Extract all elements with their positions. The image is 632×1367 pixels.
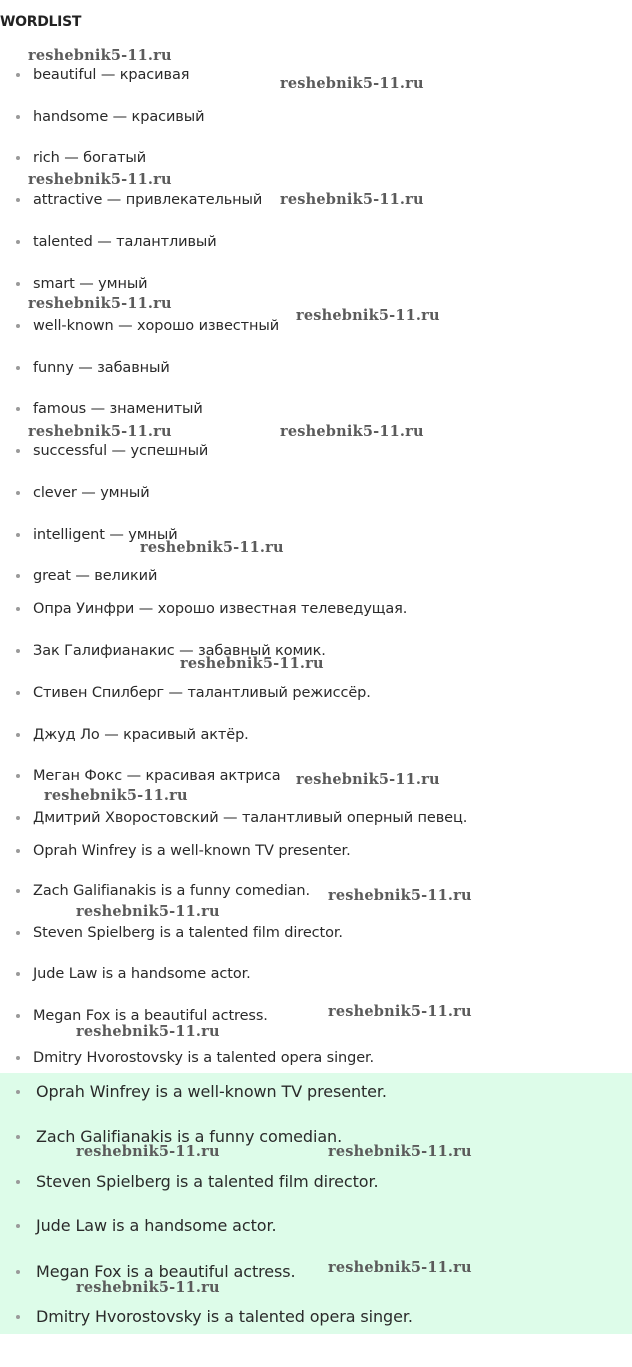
bullet-icon [16, 816, 20, 820]
watermark: reshebnik5-11.ru [76, 1279, 220, 1296]
list-item-text: talented — талантливый [33, 234, 217, 250]
list-item-text: intelligent — умный [33, 527, 178, 543]
bullet-icon [16, 931, 20, 935]
bullet-icon [16, 691, 20, 695]
list-item-text: Jude Law is a handsome actor. [33, 966, 251, 982]
watermark: reshebnik5-11.ru [28, 47, 172, 64]
list-item-text: great — великий [33, 568, 158, 584]
bullet-icon [16, 574, 20, 578]
list-item-text: Steven Spielberg is a talented film director. [33, 925, 343, 941]
answer-item-text: Oprah Winfrey is a well-known TV presenter. [36, 1082, 387, 1101]
bullet-icon [16, 282, 20, 286]
bullet-icon [16, 1014, 20, 1018]
bullet-icon [16, 115, 20, 119]
watermark: reshebnik5-11.ru [328, 1259, 472, 1276]
answer-item-text: Zach Galifianakis is a funny comedian. [36, 1127, 343, 1146]
bullet-icon [16, 1056, 20, 1060]
watermark: reshebnik5-11.ru [280, 191, 424, 208]
bullet-icon [16, 607, 20, 611]
watermark: reshebnik5-11.ru [328, 1003, 472, 1020]
wordlist-heading: WORDLIST [0, 14, 82, 30]
bullet-icon [16, 533, 20, 537]
bullet-icon [16, 449, 20, 453]
bullet-icon [16, 1315, 20, 1319]
list-item-text: Опра Уинфри — хорошо известная телеведущая. [33, 601, 408, 617]
list-item-text: beautiful — красивая [33, 67, 190, 83]
answer-item-text: Dmitry Hvorostovsky is a talented opera singer. [36, 1307, 413, 1326]
list-item-text: Стивен Спилберг — талантливый режиссёр. [33, 685, 371, 701]
list-item-text: Zach Galifianakis is a funny comedian. [33, 883, 311, 899]
list-item-text: funny — забавный [33, 360, 170, 376]
bullet-icon [16, 156, 20, 160]
list-item-text: Джуд Ло — красивый актёр. [33, 727, 249, 743]
watermark: reshebnik5-11.ru [44, 787, 188, 804]
bullet-icon [16, 972, 20, 976]
watermark: reshebnik5-11.ru [140, 539, 284, 556]
list-item-text: rich — богатый [33, 150, 147, 166]
list-item-text: Меган Фокс — красивая актриса [33, 768, 281, 784]
bullet-icon [16, 1180, 20, 1184]
list-item-text: Megan Fox is a beautiful actress. [33, 1008, 268, 1024]
list-item-text: clever — умный [33, 485, 150, 501]
bullet-icon [16, 198, 20, 202]
bullet-icon [16, 889, 20, 893]
watermark: reshebnik5-11.ru [76, 1143, 220, 1160]
watermark: reshebnik5-11.ru [280, 75, 424, 92]
list-item-text: Зак Галифианакис — забавный комик. [33, 643, 326, 659]
list-item-text: successful — успешный [33, 443, 209, 459]
watermark: reshebnik5-11.ru [296, 771, 440, 788]
bullet-icon [16, 407, 20, 411]
bullet-icon [16, 733, 20, 737]
bullet-icon [16, 366, 20, 370]
bullet-icon [16, 1270, 20, 1274]
bullet-icon [16, 73, 20, 77]
bullet-icon [16, 1224, 20, 1228]
answer-item-text: Steven Spielberg is a talented film director. [36, 1172, 379, 1191]
watermark: reshebnik5-11.ru [76, 1023, 220, 1040]
list-item-text: Дмитрий Хворостовский — талантливый оперный певец. [33, 810, 468, 826]
watermark: reshebnik5-11.ru [28, 295, 172, 312]
watermark: reshebnik5-11.ru [328, 1143, 472, 1160]
bullet-icon [16, 649, 20, 653]
list-item-text: famous — знаменитый [33, 401, 203, 417]
watermark: reshebnik5-11.ru [180, 655, 324, 672]
watermark: reshebnik5-11.ru [28, 171, 172, 188]
bullet-icon [16, 324, 20, 328]
list-item-text: Oprah Winfrey is a well-known TV presenter. [33, 843, 351, 859]
bullet-icon [16, 849, 20, 853]
watermark: reshebnik5-11.ru [328, 887, 472, 904]
bullet-icon [16, 1090, 20, 1094]
watermark: reshebnik5-11.ru [280, 423, 424, 440]
watermark: reshebnik5-11.ru [28, 423, 172, 440]
watermark: reshebnik5-11.ru [296, 307, 440, 324]
list-item-text: handsome — красивый [33, 109, 205, 125]
list-item-text: smart — умный [33, 276, 148, 292]
list-item-text: attractive — привлекательный [33, 192, 263, 208]
answer-item-text: Jude Law is a handsome actor. [36, 1216, 277, 1235]
bullet-icon [16, 1135, 20, 1139]
bullet-icon [16, 774, 20, 778]
answer-item-text: Megan Fox is a beautiful actress. [36, 1262, 296, 1281]
bullet-icon [16, 491, 20, 495]
list-item-text: Dmitry Hvorostovsky is a talented opera singer. [33, 1050, 375, 1066]
watermark: reshebnik5-11.ru [76, 903, 220, 920]
bullet-icon [16, 240, 20, 244]
list-item-text: well-known — хорошо известный [33, 318, 280, 334]
